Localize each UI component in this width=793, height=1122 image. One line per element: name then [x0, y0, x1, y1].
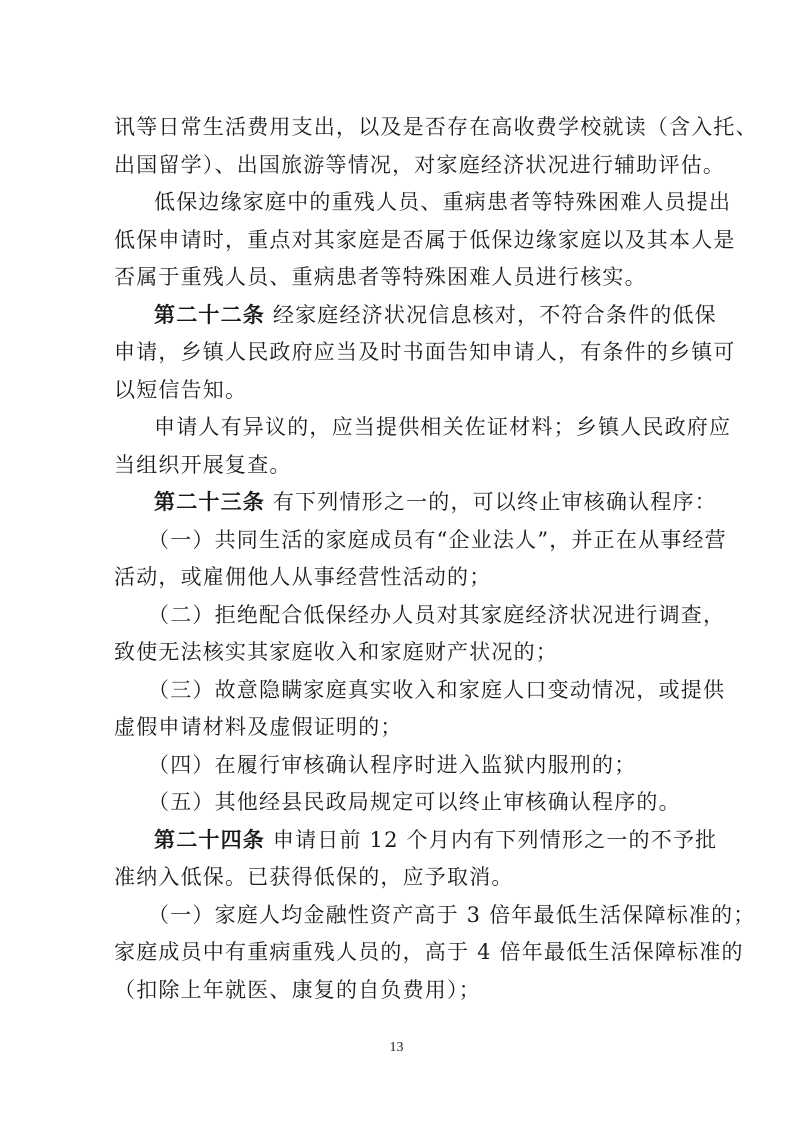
list-item-line: （二）拒绝配合低保经办人员对其家庭经济状况进行调查，	[148, 603, 726, 627]
article-text: 有下列情形之一的，可以终止审核确认程序：	[265, 490, 717, 514]
list-item-line: （一）共同生活的家庭成员有“企业法人”，并正在从事经营	[148, 528, 727, 552]
text-line: 以短信告知。	[114, 378, 248, 402]
list-item-line: （五）其他经县民政局规定可以终止审核确认程序的。	[148, 790, 681, 814]
text-line: 准纳入低保。已获得低保的，应予取消。	[114, 865, 514, 889]
article-heading: 第二十四条	[154, 828, 265, 852]
article-24-line	[154, 825, 734, 855]
text-line: 申请，乡镇人民政府应当及时书面告知申请人，有条件的乡镇可	[114, 340, 736, 364]
text-line: 讯等日常生活费用支出，以及是否存在高收费学校就读（含入托、	[114, 115, 758, 139]
article-heading: 第二十二条	[154, 303, 265, 327]
text-line: 否属于重残人员、重病患者等特殊困难人员进行核实。	[114, 265, 647, 289]
text-line: 当组织开展复查。	[114, 453, 292, 477]
article-text: 申请日前 12 个月内有下列情形之一的不予批	[265, 828, 718, 852]
list-item-line: （四）在履行审核确认程序时进入监狱内服刑的；	[148, 753, 637, 777]
text-line: 低保申请时，重点对其家庭是否属于低保边缘家庭以及其本人是	[114, 228, 736, 252]
text-line: 出国留学）、出国旅游等情况，对家庭经济状况进行辅助评估。	[114, 153, 726, 177]
text-line: 家庭成员中有重病重残人员的，高于 4 倍年最低生活保障标准的	[114, 940, 744, 964]
list-item-line: （一）家庭人均金融性资产高于 3 倍年最低生活保障标准的；	[148, 903, 756, 927]
article-heading: 第二十三条	[154, 490, 265, 514]
article-22-line	[154, 300, 734, 330]
article-23-line	[154, 487, 734, 517]
text-line: 致使无法核实其家庭收入和家庭财产状况的；	[114, 640, 558, 664]
text-line: 申请人有异议的，应当提供相关佐证材料；乡镇人民政府应	[154, 415, 732, 439]
text-line: 活动，或雇佣他人从事经营性活动的；	[114, 565, 492, 589]
text-line: 低保边缘家庭中的重残人员、重病患者等特殊困难人员提出	[154, 190, 732, 214]
list-item-line: （三）故意隐瞒家庭真实收入和家庭人口变动情况，或提供	[148, 678, 726, 702]
article-text: 经家庭经济状况信息核对，不符合条件的低保	[265, 303, 717, 327]
text-line: （扣除上年就医、康复的自负费用）；	[114, 978, 481, 1002]
text-line: 虚假申请材料及虚假证明的；	[114, 715, 403, 739]
page-number: 13	[389, 1040, 404, 1055]
